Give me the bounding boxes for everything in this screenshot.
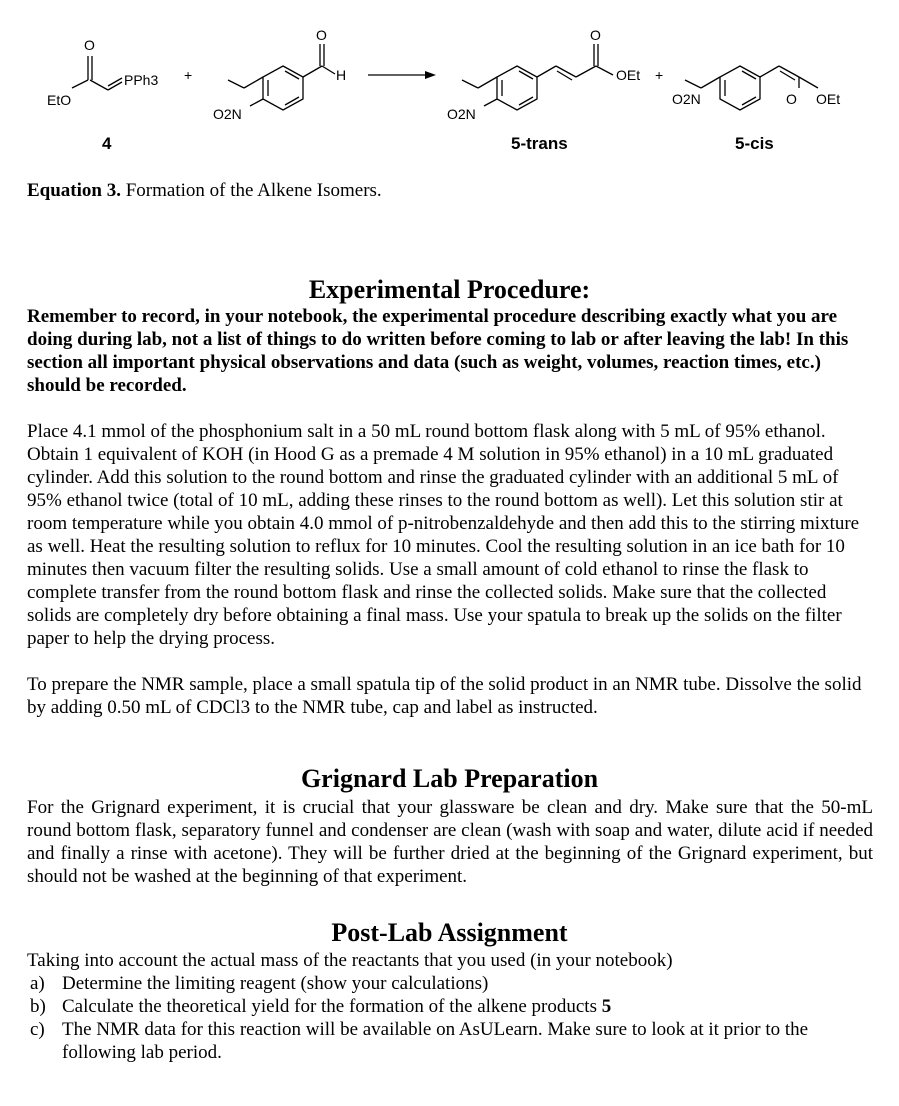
trans-oet-label: OEt — [616, 67, 641, 83]
compound-5-trans-label: 5-trans — [511, 134, 568, 153]
caption-text: Formation of the Alkene Isomers. — [120, 180, 382, 201]
task-text: The NMR data for this reaction will be available on AsULearn. Make sure to look at it prior to the following lab period. — [62, 1019, 809, 1063]
aldehyde-h: H — [336, 67, 347, 83]
nitro-label-2: O2N — [447, 106, 476, 122]
plus-sign-1: + — [184, 67, 193, 83]
caption-label: Equation 3. — [27, 180, 121, 201]
trans-carbonyl-o: O — [590, 27, 601, 43]
postlab-task-item — [27, 1018, 873, 1064]
cis-carbonyl-o: O — [786, 91, 797, 107]
nitro-label-1: O2N — [213, 106, 242, 122]
postlab-task-list — [27, 972, 873, 1064]
task-compound-ref: 5 — [601, 996, 612, 1017]
postlab-title: Post-Lab Assignment — [331, 918, 568, 947]
postlab-task-item — [27, 995, 873, 1018]
compound-4-label: 4 — [102, 134, 112, 153]
product-trans-structure — [447, 27, 640, 153]
ylide-structure — [47, 37, 158, 153]
ylide-eto-label: EtO — [47, 92, 72, 108]
task-text: Calculate the theoretical yield for the formation of the alkene products — [62, 996, 602, 1017]
ylide-pph3-label: PPh3 — [124, 72, 159, 88]
reaction-arrow — [368, 71, 436, 79]
compound-5-cis-label: 5-cis — [735, 134, 774, 153]
task-text: Determine the limiting reagent (show your calculations) — [62, 973, 489, 994]
equation-caption — [27, 180, 382, 202]
postlab-task-item — [27, 972, 873, 995]
product-cis-structure — [672, 66, 840, 153]
procedure-paragraph-1: Place 4.1 mmol of the phosphonium salt in a 50 mL round bottom flask along with 5 mL of 95% ethanol. Obtain 1 equivalent of KOH (in Hood G as a premade 4 M solution in 95% ethanol) in a 10 mL graduated cylinder. Add this solution to the round bottom and rinse the graduated cylinder with an additional 5 mL of 95% ethanol twice (total of 10 mL, adding these rinses to the round bottom as well). Let this solution stir at room temperature while you obtain 4.0 mmol of p-nitrobenzaldehyde and then add this to the stirring mixture as well. Heat the resulting solution to reflux for 10 minutes. Cool the resulting solution in an ice bath for 10 minutes then vacuum filter the resulting solids. Use a small amount of cold ethanol to rinse the flask to complete transfer from the round bottom flask and rinse the collected solids. Make sure that the collected solids are completely dry before obtaining a final mass. Use your spatula to break up the solids on the filter paper to help the drying process. — [27, 421, 860, 649]
nitrobenzaldehyde-structure — [213, 27, 346, 122]
postlab-intro: Taking into account the actual mass of the reactants that you used (in your notebook) — [27, 950, 673, 971]
procedure-paragraph-2: To prepare the NMR sample, place a small spatula tip of the solid product in an NMR tube. Dissolve the solid by adding 0.50 mL of CDCl3 to the NMR tube, cap and label as instructed. — [27, 674, 862, 718]
grignard-title: Grignard Lab Preparation — [300, 764, 599, 793]
procedure-title: Experimental Procedure: — [308, 275, 591, 304]
task-marker: a) — [30, 973, 45, 994]
grignard-paragraph: For the Grignard experiment, it is crucial that your glassware be clean and dry. Make sure that the 50-mL round bottom flask, separatory funnel and condenser are clean (wash with soap and water, dilute acid if needed and finally a rinse with acetone). They will be further dried at the beginning of the Grignard experiment, but should not be washed at the beginning of that experiment. — [27, 797, 873, 887]
task-marker: b) — [30, 996, 46, 1017]
nitro-label-3: O2N — [672, 91, 701, 107]
procedure-reminder: Remember to record, in your notebook, the experimental procedure describing exactly what you are doing during lab, not a list of things to do written before coming to lab or after leaving the lab! In this section all important physical observations and data (such as weight, volumes, reaction times, etc.) should be recorded. — [27, 306, 849, 396]
ylide-carbonyl-o: O — [84, 37, 95, 53]
plus-sign-2: + — [655, 67, 664, 83]
cis-oet-label: OEt — [816, 91, 841, 107]
aldehyde-o: O — [316, 27, 327, 43]
task-marker: c) — [30, 1019, 45, 1040]
reaction-scheme — [0, 0, 899, 170]
